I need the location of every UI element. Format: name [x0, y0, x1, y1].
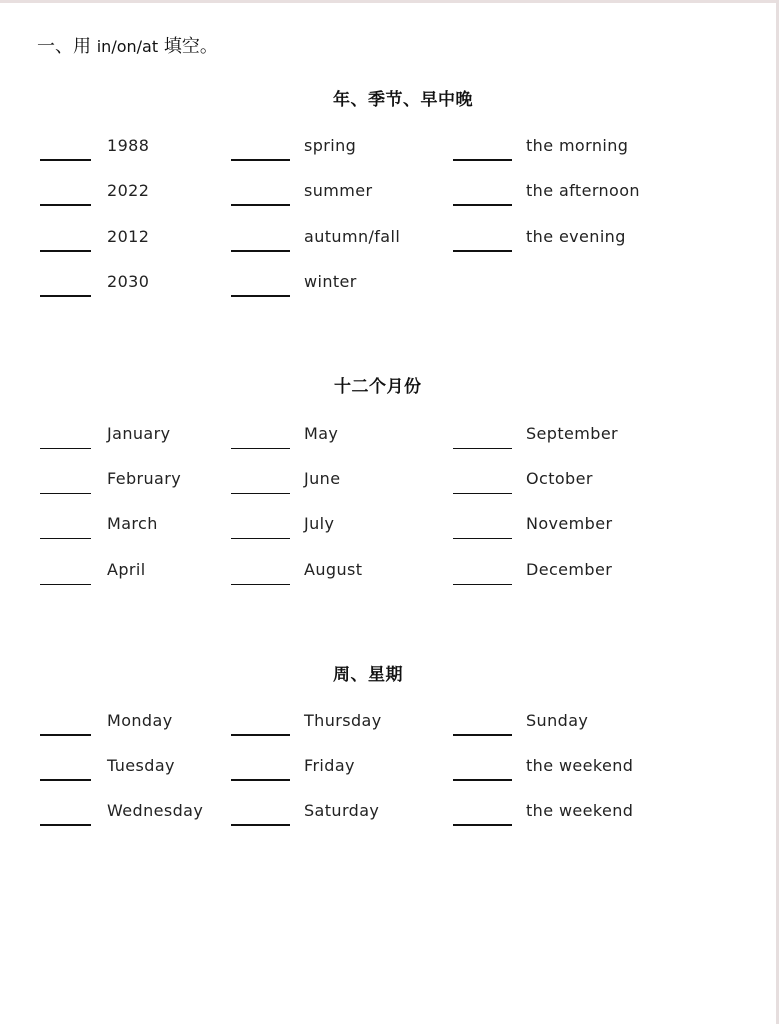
- fill-item-morning: [453, 135, 713, 161]
- answer-blank[interactable]: [231, 584, 290, 585]
- instruction-suffix: 填空。: [158, 36, 218, 57]
- item-word: 1988: [107, 136, 150, 155]
- fill-item-thursday: [231, 710, 431, 736]
- item-word: 2030: [107, 272, 150, 291]
- fill-item-wednesday: [40, 800, 220, 826]
- item-word: winter: [304, 272, 357, 291]
- item-word: the weekend: [526, 756, 634, 775]
- fill-item-saturday: [231, 800, 431, 826]
- item-word: June: [304, 469, 341, 488]
- item-word: summer: [304, 181, 373, 200]
- answer-blank[interactable]: [231, 448, 290, 449]
- instruction-prefix: 一、用: [37, 36, 97, 57]
- answer-blank[interactable]: [231, 493, 290, 494]
- answer-blank[interactable]: [40, 448, 91, 449]
- fill-item-year-2030: [40, 271, 210, 297]
- item-word: November: [526, 514, 613, 533]
- answer-blank[interactable]: [40, 779, 91, 781]
- fill-item-december: [453, 559, 713, 585]
- fill-item-april: [40, 559, 220, 585]
- section-title-months: 十二个月份: [334, 377, 422, 397]
- item-word: autumn/fall: [304, 227, 401, 246]
- section-title-years-seasons: 年、季节、早中晚: [333, 90, 473, 110]
- item-word: the morning: [526, 136, 629, 155]
- answer-blank[interactable]: [231, 250, 290, 252]
- answer-blank[interactable]: [453, 734, 512, 736]
- answer-blank[interactable]: [453, 779, 512, 781]
- item-word: the afternoon: [526, 181, 640, 200]
- answer-blank[interactable]: [453, 538, 512, 539]
- fill-item-tuesday: [40, 755, 220, 781]
- item-word: September: [526, 424, 619, 443]
- fill-item-october: [453, 468, 713, 494]
- item-word: Wednesday: [107, 801, 204, 820]
- fill-item-weekend-1: [453, 755, 713, 781]
- fill-item-year-2022: [40, 180, 210, 206]
- fill-item-evening: [453, 226, 713, 252]
- fill-item-summer: [231, 180, 431, 206]
- instruction-prepositions: in/on/at: [96, 37, 159, 56]
- fill-item-sunday: [453, 710, 713, 736]
- answer-blank[interactable]: [231, 295, 290, 297]
- item-word: 2012: [107, 227, 150, 246]
- answer-blank[interactable]: [40, 734, 91, 736]
- fill-item-march: [40, 513, 220, 539]
- fill-item-june: [231, 468, 431, 494]
- item-word: May: [304, 424, 339, 443]
- answer-blank[interactable]: [40, 584, 91, 585]
- answer-blank[interactable]: [40, 204, 91, 206]
- fill-item-july: [231, 513, 431, 539]
- item-word: the weekend: [526, 801, 634, 820]
- item-word: January: [107, 424, 171, 443]
- answer-blank[interactable]: [231, 159, 290, 161]
- answer-blank[interactable]: [40, 250, 91, 252]
- answer-blank[interactable]: [453, 204, 512, 206]
- answer-blank[interactable]: [231, 734, 290, 736]
- item-word: Thursday: [304, 711, 382, 730]
- answer-blank[interactable]: [453, 159, 512, 161]
- fill-item-year-2012: [40, 226, 210, 252]
- instruction-heading: [37, 35, 218, 59]
- answer-blank[interactable]: [453, 824, 512, 826]
- answer-blank[interactable]: [231, 538, 290, 539]
- answer-blank[interactable]: [40, 493, 91, 494]
- fill-item-november: [453, 513, 713, 539]
- item-word: October: [526, 469, 593, 488]
- answer-blank[interactable]: [453, 448, 512, 449]
- fill-item-may: [231, 423, 431, 449]
- fill-item-february: [40, 468, 220, 494]
- answer-blank[interactable]: [40, 824, 91, 826]
- answer-blank[interactable]: [231, 204, 290, 206]
- item-word: the evening: [526, 227, 626, 246]
- item-word: March: [107, 514, 158, 533]
- answer-blank[interactable]: [453, 250, 512, 252]
- item-word: 2022: [107, 181, 150, 200]
- fill-item-monday: [40, 710, 220, 736]
- section-title-weekdays: 周、星期: [333, 665, 403, 685]
- answer-blank[interactable]: [40, 159, 91, 161]
- item-word: December: [526, 560, 613, 579]
- fill-item-friday: [231, 755, 431, 781]
- worksheet-page: [0, 3, 776, 1024]
- item-word: Saturday: [304, 801, 380, 820]
- answer-blank[interactable]: [231, 779, 290, 781]
- fill-item-spring: [231, 135, 431, 161]
- item-word: August: [304, 560, 363, 579]
- fill-item-august: [231, 559, 431, 585]
- fill-item-weekend-2: [453, 800, 713, 826]
- item-word: Tuesday: [107, 756, 175, 775]
- answer-blank[interactable]: [453, 493, 512, 494]
- answer-blank[interactable]: [40, 295, 91, 297]
- item-word: July: [304, 514, 335, 533]
- item-word: February: [107, 469, 182, 488]
- item-word: Sunday: [526, 711, 589, 730]
- item-word: April: [107, 560, 146, 579]
- fill-item-winter: [231, 271, 431, 297]
- fill-item-september: [453, 423, 713, 449]
- answer-blank[interactable]: [453, 584, 512, 585]
- fill-item-year-1988: [40, 135, 210, 161]
- fill-item-autumn: [231, 226, 431, 252]
- item-word: spring: [304, 136, 357, 155]
- answer-blank[interactable]: [40, 538, 91, 539]
- fill-item-afternoon: [453, 180, 713, 206]
- item-word: Friday: [304, 756, 355, 775]
- item-word: Monday: [107, 711, 173, 730]
- answer-blank[interactable]: [231, 824, 290, 826]
- fill-item-january: [40, 423, 220, 449]
